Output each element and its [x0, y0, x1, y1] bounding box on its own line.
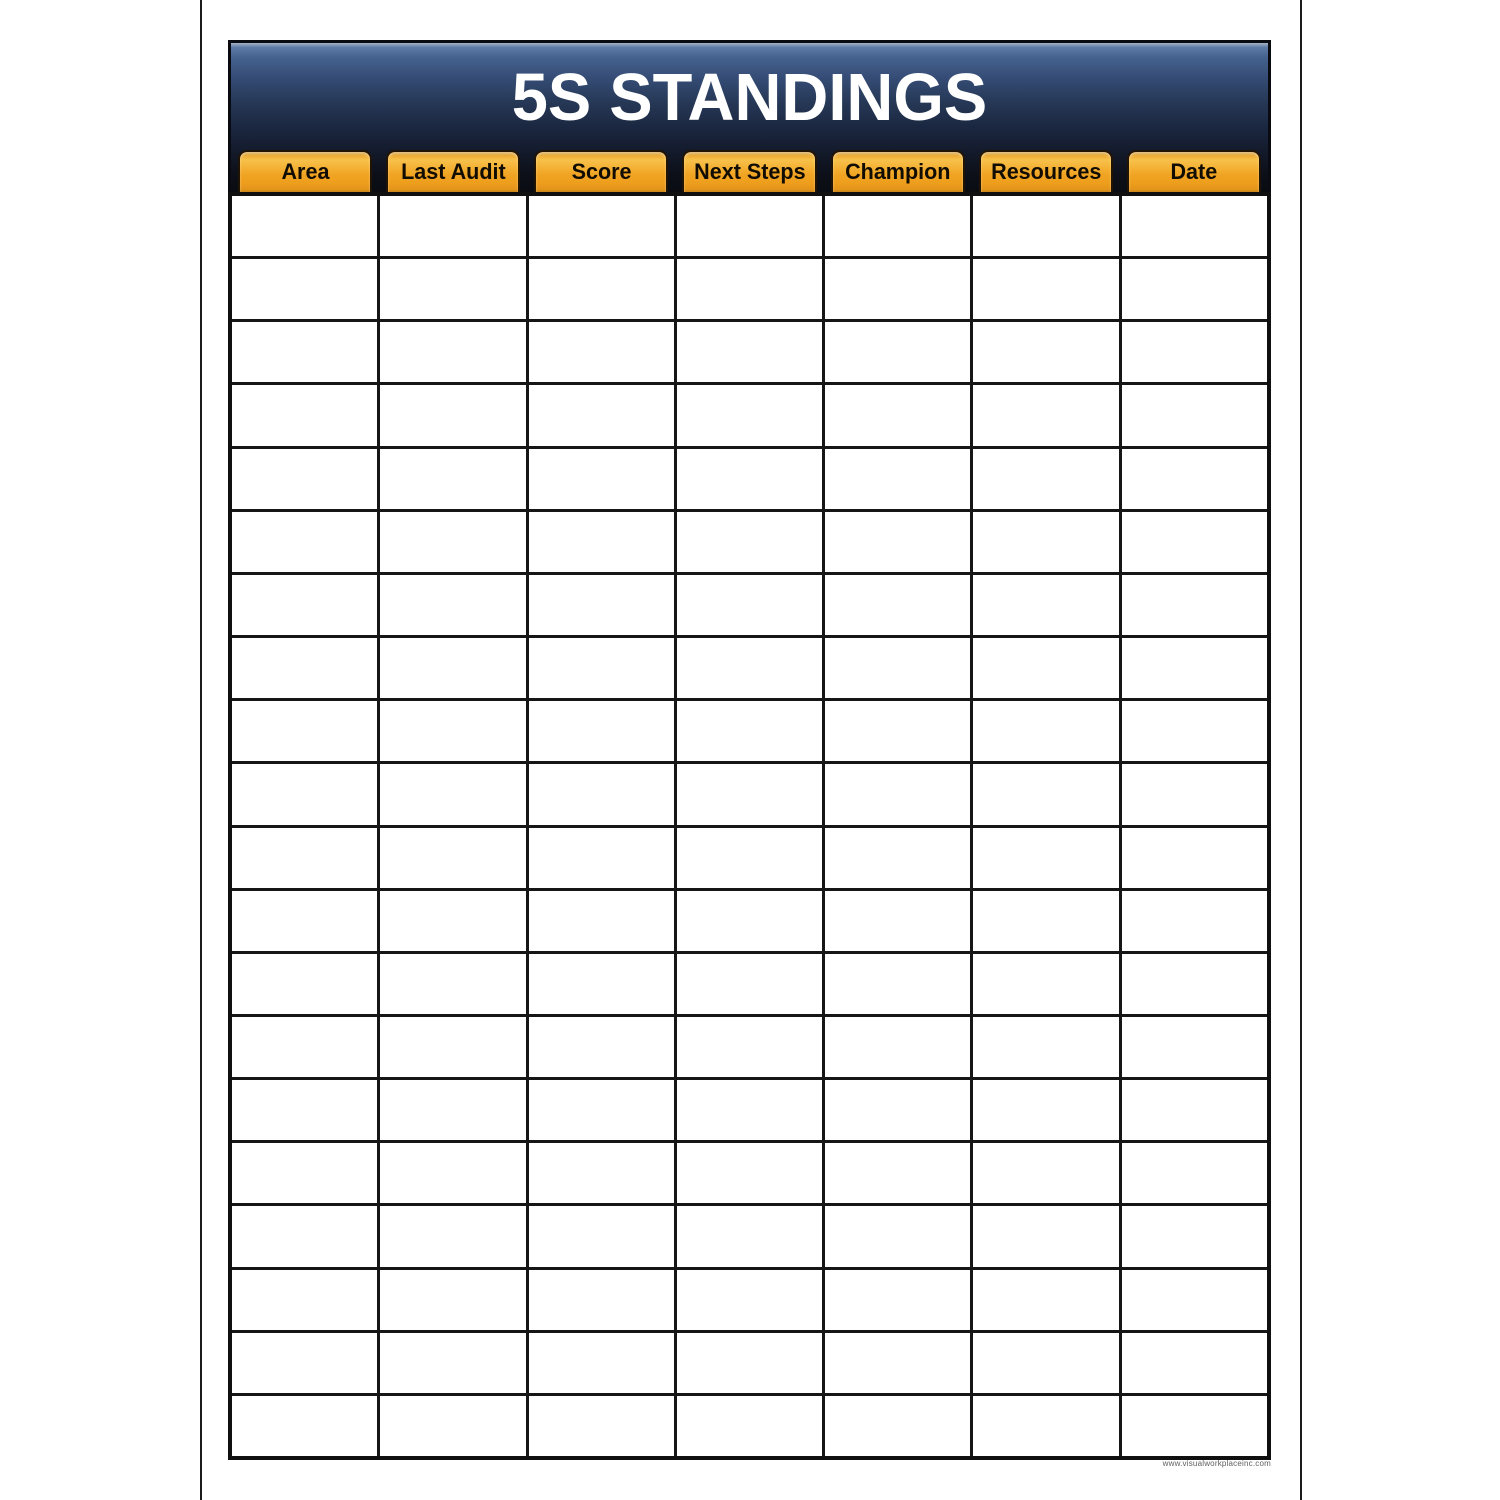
- grid-cell[interactable]: [677, 449, 822, 509]
- grid-cell[interactable]: [380, 638, 525, 698]
- grid-cell[interactable]: [529, 1206, 674, 1266]
- grid-cell[interactable]: [232, 1143, 377, 1203]
- grid-cell[interactable]: [677, 954, 822, 1014]
- grid-cell[interactable]: [529, 512, 674, 572]
- grid-cell[interactable]: [529, 1143, 674, 1203]
- grid-cell[interactable]: [825, 449, 970, 509]
- grid-cell[interactable]: [825, 1080, 970, 1140]
- grid-cell[interactable]: [973, 449, 1118, 509]
- grid-cell[interactable]: [825, 259, 970, 319]
- tab-slot: [379, 150, 527, 192]
- grid-cell[interactable]: [529, 638, 674, 698]
- grid-cell[interactable]: [232, 1270, 377, 1330]
- grid-cell[interactable]: [380, 259, 525, 319]
- grid-cell[interactable]: [677, 575, 822, 635]
- grid-cell[interactable]: [973, 1206, 1118, 1266]
- tab-slot: [527, 150, 675, 192]
- grid-cell[interactable]: [232, 1396, 377, 1456]
- grid-cell[interactable]: [973, 1396, 1118, 1456]
- grid-cell[interactable]: [973, 1333, 1118, 1393]
- grid-cell[interactable]: [825, 512, 970, 572]
- grid-cell[interactable]: [232, 1080, 377, 1140]
- grid-cell[interactable]: [529, 385, 674, 445]
- grid-cell[interactable]: [380, 449, 525, 509]
- grid-cell[interactable]: [825, 638, 970, 698]
- grid-cell[interactable]: [677, 196, 822, 256]
- column-tab-date: [1127, 150, 1261, 192]
- five-s-standings-poster: [228, 40, 1271, 1460]
- grid-cell[interactable]: [1122, 1143, 1267, 1203]
- grid-cell[interactable]: [677, 1206, 822, 1266]
- grid-cell[interactable]: [973, 828, 1118, 888]
- grid-cell[interactable]: [677, 828, 822, 888]
- tab-slot: [231, 150, 379, 192]
- footer-url: www.visualworkplaceinc.com: [1162, 1459, 1271, 1468]
- grid-cell[interactable]: [380, 196, 525, 256]
- tab-label: Area: [281, 159, 330, 184]
- grid-cell[interactable]: [825, 385, 970, 445]
- tab-label: Resources: [990, 159, 1101, 184]
- grid-cell[interactable]: [1122, 512, 1267, 572]
- grid-cell[interactable]: [529, 701, 674, 761]
- grid-cell[interactable]: [973, 385, 1118, 445]
- grid-cell[interactable]: [232, 196, 377, 256]
- grid-cell[interactable]: [1122, 954, 1267, 1014]
- grid-cell[interactable]: [1122, 764, 1267, 824]
- grid-cell[interactable]: [380, 1080, 525, 1140]
- grid-cell[interactable]: [825, 1333, 970, 1393]
- grid-cell[interactable]: [529, 259, 674, 319]
- poster-title: 5S STANDINGS: [511, 59, 988, 135]
- tab-label: Last Audit: [400, 159, 506, 184]
- grid-cell[interactable]: [973, 322, 1118, 382]
- grid-cell[interactable]: [1122, 638, 1267, 698]
- grid-cell[interactable]: [1122, 1206, 1267, 1266]
- grid-cell[interactable]: [677, 1270, 822, 1330]
- grid-cell[interactable]: [529, 1396, 674, 1456]
- grid-cell[interactable]: [825, 575, 970, 635]
- grid-cell[interactable]: [380, 575, 525, 635]
- grid-cell[interactable]: [677, 764, 822, 824]
- grid-cell[interactable]: [232, 1206, 377, 1266]
- grid-cell[interactable]: [529, 1333, 674, 1393]
- grid-cell[interactable]: [973, 701, 1118, 761]
- tab-slot: [824, 150, 972, 192]
- grid-cell[interactable]: [1122, 575, 1267, 635]
- grid-cell[interactable]: [232, 575, 377, 635]
- grid-cell[interactable]: [677, 512, 822, 572]
- grid-cell[interactable]: [973, 196, 1118, 256]
- tab-label: Score: [571, 159, 632, 184]
- grid-cell[interactable]: [825, 828, 970, 888]
- grid-cell[interactable]: [1122, 259, 1267, 319]
- grid-cell[interactable]: [825, 891, 970, 951]
- grid-cell[interactable]: [1122, 449, 1267, 509]
- grid-cell[interactable]: [1122, 891, 1267, 951]
- grid-cell[interactable]: [973, 259, 1118, 319]
- grid-cell[interactable]: [380, 891, 525, 951]
- grid-cell[interactable]: [825, 1206, 970, 1266]
- grid-cell[interactable]: [1122, 322, 1267, 382]
- grid-cell[interactable]: [677, 322, 822, 382]
- grid-cell[interactable]: [677, 891, 822, 951]
- grid-cell[interactable]: [380, 701, 525, 761]
- column-header-row: [231, 150, 1268, 192]
- grid-cell[interactable]: [380, 385, 525, 445]
- grid-cell[interactable]: [529, 828, 674, 888]
- tab-slot: [675, 150, 823, 192]
- grid-cell[interactable]: [380, 1017, 525, 1077]
- grid-cell[interactable]: [973, 1017, 1118, 1077]
- column-tab-last-audit: [386, 150, 520, 192]
- grid-cell[interactable]: [232, 891, 377, 951]
- grid-cell[interactable]: [1122, 828, 1267, 888]
- grid-cell[interactable]: [825, 1143, 970, 1203]
- grid-cell[interactable]: [825, 764, 970, 824]
- grid-cell[interactable]: [973, 954, 1118, 1014]
- grid-cell[interactable]: [1122, 385, 1267, 445]
- grid-cell[interactable]: [1122, 196, 1267, 256]
- grid-cell[interactable]: [973, 891, 1118, 951]
- grid-cell[interactable]: [380, 512, 525, 572]
- grid-cell[interactable]: [529, 891, 674, 951]
- grid-cell[interactable]: [529, 196, 674, 256]
- grid-cell[interactable]: [677, 385, 822, 445]
- tab-label: Date: [1170, 159, 1218, 184]
- grid-cell[interactable]: [677, 701, 822, 761]
- grid-cell[interactable]: [232, 385, 377, 445]
- grid-cell[interactable]: [677, 1017, 822, 1077]
- column-tab-next-steps: [682, 150, 816, 192]
- grid-cell[interactable]: [1122, 1080, 1267, 1140]
- grid-cell[interactable]: [825, 701, 970, 761]
- grid-cell[interactable]: [677, 1333, 822, 1393]
- grid-cell[interactable]: [1122, 1333, 1267, 1393]
- grid-cell[interactable]: [1122, 1270, 1267, 1330]
- grid-cell[interactable]: [232, 638, 377, 698]
- column-tab-champion: [831, 150, 965, 192]
- grid-cell[interactable]: [529, 1270, 674, 1330]
- grid-cell[interactable]: [380, 322, 525, 382]
- grid-cell[interactable]: [380, 1270, 525, 1330]
- grid-cell[interactable]: [529, 954, 674, 1014]
- grid-cell[interactable]: [825, 322, 970, 382]
- grid-cell[interactable]: [232, 1333, 377, 1393]
- standings-table: [228, 192, 1271, 1460]
- tab-slot: [1120, 150, 1268, 192]
- grid-cell[interactable]: [380, 954, 525, 1014]
- grid-cell[interactable]: [232, 512, 377, 572]
- grid-cell[interactable]: [1122, 1017, 1267, 1077]
- grid-cell[interactable]: [529, 764, 674, 824]
- tab-label: Champion: [844, 159, 951, 184]
- tab-label: Next Steps: [693, 159, 806, 184]
- grid-cell[interactable]: [232, 954, 377, 1014]
- grid-cell[interactable]: [973, 1143, 1118, 1203]
- grid-cell[interactable]: [529, 322, 674, 382]
- grid-cell[interactable]: [232, 1017, 377, 1077]
- grid-cell[interactable]: [973, 638, 1118, 698]
- grid-cell[interactable]: [677, 638, 822, 698]
- grid-cell[interactable]: [232, 449, 377, 509]
- grid-cell[interactable]: [973, 1270, 1118, 1330]
- grid-cell[interactable]: [529, 575, 674, 635]
- grid-cell[interactable]: [232, 828, 377, 888]
- grid-cell[interactable]: [973, 764, 1118, 824]
- grid-cell[interactable]: [973, 575, 1118, 635]
- column-tab-resources: [979, 150, 1113, 192]
- grid-cell[interactable]: [677, 1080, 822, 1140]
- grid-cell[interactable]: [1122, 1396, 1267, 1456]
- grid-cell[interactable]: [677, 1143, 822, 1203]
- tab-slot: [972, 150, 1120, 192]
- grid-cell[interactable]: [1122, 701, 1267, 761]
- grid-cell[interactable]: [973, 512, 1118, 572]
- title-banner: [228, 40, 1271, 192]
- grid-cell[interactable]: [825, 1270, 970, 1330]
- grid-cell[interactable]: [529, 1080, 674, 1140]
- column-tab-area: [238, 150, 372, 192]
- grid-cell[interactable]: [380, 764, 525, 824]
- grid-cell[interactable]: [380, 1206, 525, 1266]
- grid-cell[interactable]: [677, 1396, 822, 1456]
- grid-cell[interactable]: [825, 954, 970, 1014]
- grid-cell[interactable]: [380, 828, 525, 888]
- grid-cell[interactable]: [232, 701, 377, 761]
- grid-cell[interactable]: [232, 259, 377, 319]
- column-tab-score: [534, 150, 668, 192]
- grid-cell[interactable]: [825, 196, 970, 256]
- grid-cell[interactable]: [380, 1143, 525, 1203]
- grid-cell[interactable]: [529, 449, 674, 509]
- grid-cell[interactable]: [825, 1396, 970, 1456]
- grid-cell[interactable]: [529, 1017, 674, 1077]
- grid-cell[interactable]: [677, 259, 822, 319]
- grid-cell[interactable]: [380, 1396, 525, 1456]
- grid-cell[interactable]: [232, 764, 377, 824]
- grid-cell[interactable]: [380, 1333, 525, 1393]
- grid-cell[interactable]: [825, 1017, 970, 1077]
- grid-cell[interactable]: [973, 1080, 1118, 1140]
- grid-cell[interactable]: [232, 322, 377, 382]
